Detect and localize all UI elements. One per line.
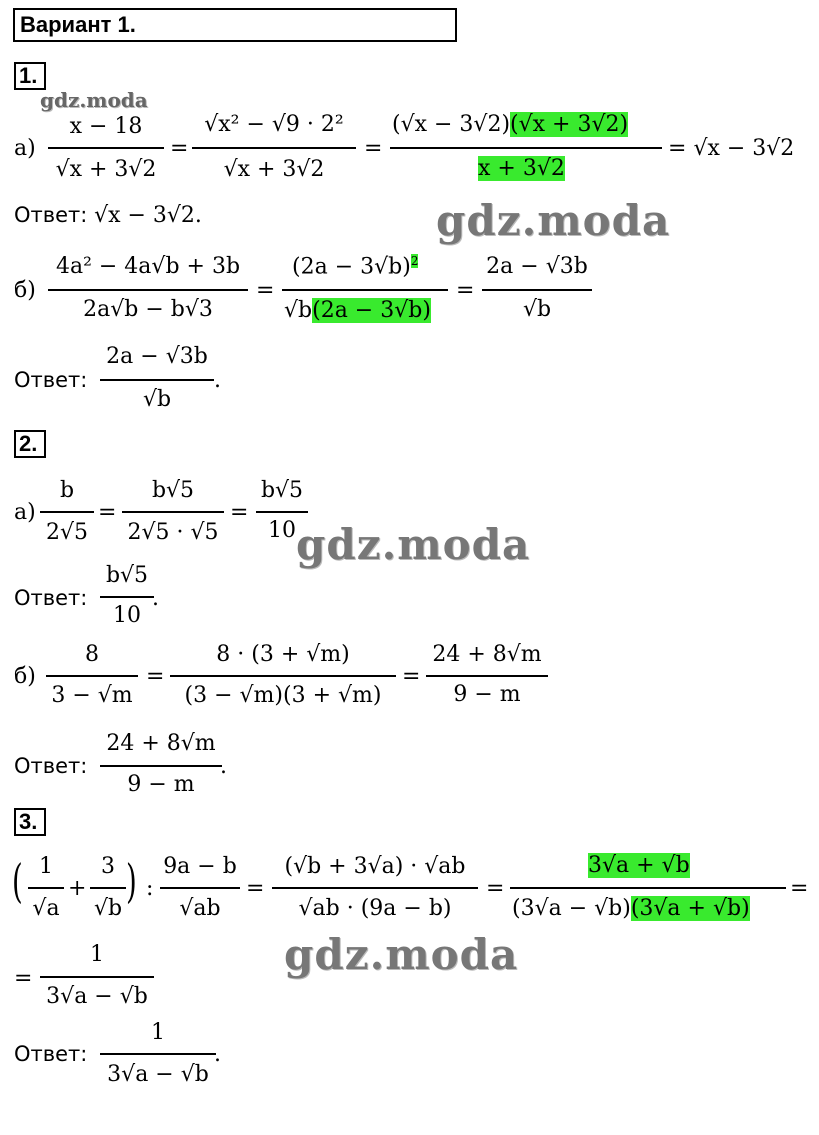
t3-p1-bar bbox=[28, 887, 64, 889]
variant-title: Вариант 1. bbox=[20, 12, 136, 37]
t2a-f3-num: b√5 bbox=[260, 478, 304, 503]
equals-sign: = bbox=[146, 664, 165, 689]
t3-r-den: 3√a − √b bbox=[46, 984, 148, 1009]
watermark: gdz.moda bbox=[436, 196, 671, 245]
t1a-f3-num bbox=[392, 112, 628, 137]
t2b-f2-bar bbox=[170, 675, 396, 677]
t2b-f1-bar bbox=[46, 675, 138, 677]
t1a-answer-value: √x − 3√2. bbox=[94, 203, 202, 228]
t3-f3-num bbox=[588, 853, 690, 878]
period: . bbox=[214, 368, 221, 393]
answer-label: Ответ: bbox=[14, 203, 88, 227]
watermark: gdz.moda bbox=[296, 520, 531, 569]
equals-sign: = bbox=[256, 278, 275, 303]
t1b-answer-label: Ответ: bbox=[14, 368, 88, 392]
t3-f2-den: √ab · (9a − b) bbox=[298, 896, 452, 921]
t3-p2-num: 3 bbox=[101, 854, 115, 879]
task-2-number: 2. bbox=[14, 430, 46, 458]
task-2a-label: а) bbox=[14, 500, 36, 525]
watermark-small: gdz.moda bbox=[40, 88, 148, 112]
t1a-f3-den bbox=[478, 156, 565, 181]
t3-answer-label: Ответ: bbox=[14, 1042, 88, 1066]
t2a-f2-bar bbox=[122, 511, 224, 513]
t1b-f2-num-base: (2a − 3√b) bbox=[292, 254, 411, 280]
t1b-f3-bar bbox=[482, 289, 592, 291]
t2a-answer-den: 10 bbox=[113, 603, 141, 628]
t1b-f2-den-highlight: (2a − 3√b) bbox=[312, 298, 431, 323]
t3-f3-den-highlight: (3√a + √b) bbox=[630, 896, 750, 921]
equals-sign: = bbox=[98, 500, 117, 525]
t2a-answer-bar bbox=[100, 596, 154, 598]
t3-p1-num: 1 bbox=[39, 854, 53, 879]
period: . bbox=[152, 586, 159, 611]
t1a-answer bbox=[14, 203, 202, 228]
t2a-f3-bar bbox=[256, 511, 308, 513]
t2a-f3-den: 10 bbox=[268, 518, 296, 543]
t3-f3-num-highlight: 3√a + √b bbox=[588, 853, 690, 878]
t2a-f2-den: 2√5 · √5 bbox=[127, 520, 219, 545]
t2a-answer-label: Ответ: bbox=[14, 586, 88, 610]
watermark: gdz.moda bbox=[284, 930, 519, 979]
t1a-f1-bar bbox=[48, 147, 164, 149]
t1b-f2-bar bbox=[282, 289, 448, 291]
t3-f2-bar bbox=[272, 887, 478, 889]
t1a-f3-num-highlight: (√x + 3√2) bbox=[510, 112, 629, 137]
t1b-answer-num: 2a − √3b bbox=[106, 344, 208, 369]
t1b-f2-den-plain: √b bbox=[284, 298, 313, 323]
task-1a-label: а) bbox=[14, 136, 36, 161]
equals-sign: = bbox=[170, 136, 189, 161]
t3-r-bar bbox=[40, 976, 154, 978]
t1a-f3-den-highlight: x + 3√2 bbox=[478, 156, 565, 181]
t3-p1-den: √a bbox=[32, 896, 60, 921]
t3-answer-bar bbox=[100, 1053, 216, 1055]
equals-sign: = bbox=[246, 876, 265, 901]
right-paren: ) bbox=[126, 854, 137, 908]
t3-f3-bar bbox=[510, 887, 786, 889]
t1b-f1-den: 2a√b − b√3 bbox=[83, 297, 213, 322]
t1b-f1-bar bbox=[48, 289, 248, 291]
left-paren: ( bbox=[12, 854, 23, 908]
t2a-f1-num: b bbox=[59, 478, 75, 503]
t3-div-num: 9a − b bbox=[163, 854, 237, 879]
t1b-f3-den: √b bbox=[522, 297, 552, 322]
t2a-f1-bar bbox=[40, 511, 94, 513]
t1b-answer-bar bbox=[100, 379, 214, 381]
t2b-f3-num: 24 + 8√m bbox=[432, 642, 542, 667]
equals-sign: = bbox=[402, 664, 421, 689]
t3-answer-den: 3√a − √b bbox=[107, 1062, 209, 1087]
t2a-answer-num: b√5 bbox=[105, 563, 149, 588]
t1a-result: = √x − 3√2 bbox=[668, 136, 795, 161]
task-2b-label: б) bbox=[14, 664, 36, 689]
task-1b-label: б) bbox=[14, 278, 36, 303]
t1b-answer-den: √b bbox=[142, 387, 172, 412]
t1a-result-value: √x − 3√2 bbox=[693, 136, 795, 161]
t2b-f1-den: 3 − √m bbox=[51, 683, 133, 708]
period: . bbox=[220, 754, 227, 779]
t2b-f2-num: 8 · (3 + √m) bbox=[216, 642, 350, 667]
t1b-f2-den bbox=[284, 298, 431, 323]
t2b-f1-num: 8 bbox=[85, 642, 99, 667]
t3-f3-den bbox=[512, 896, 750, 921]
t3-p2-bar bbox=[90, 887, 126, 889]
task-3-number: 3. bbox=[14, 808, 46, 836]
t3-r-num: 1 bbox=[90, 942, 104, 967]
t2b-f2-den: (3 − √m)(3 + √m) bbox=[184, 683, 382, 708]
period: . bbox=[214, 1042, 221, 1067]
t1a-f1-num: x − 18 bbox=[69, 114, 143, 139]
t3-p2-den: √b bbox=[93, 896, 123, 921]
task-1-number: 1. bbox=[14, 62, 46, 90]
t2b-answer-label: Ответ: bbox=[14, 754, 88, 778]
t1a-f3-bar bbox=[390, 147, 662, 149]
t1b-f1-num: 4a² − 4a√b + 3b bbox=[55, 254, 241, 279]
t2a-f2-num: b√5 bbox=[151, 478, 195, 503]
plus-sign: + bbox=[68, 876, 87, 901]
t3-div-den: √ab bbox=[179, 896, 221, 921]
t1a-f3-num-plain: (√x − 3√2) bbox=[392, 112, 511, 137]
t1a-f1-den: √x + 3√2 bbox=[55, 157, 157, 182]
t3-answer-num: 1 bbox=[151, 1020, 165, 1045]
equals-sign: = bbox=[230, 500, 249, 525]
t2b-answer-num: 24 + 8√m bbox=[106, 731, 216, 756]
t2b-f3-den: 9 − m bbox=[453, 682, 521, 707]
t2b-answer-bar bbox=[100, 765, 222, 767]
t1b-f3-num: 2a − √3b bbox=[486, 254, 588, 279]
equals-sign: = bbox=[364, 136, 383, 161]
t2a-f1-den: 2√5 bbox=[45, 520, 88, 545]
equals-sign: = bbox=[456, 278, 475, 303]
colon-sign: : bbox=[146, 876, 154, 901]
t1a-f2-num: √x² − √9 · 2² bbox=[204, 112, 344, 137]
equals-sign: = bbox=[486, 876, 505, 901]
t1b-f2-num bbox=[292, 254, 418, 279]
equals-sign: = bbox=[790, 876, 809, 901]
t2b-f3-bar bbox=[426, 675, 548, 677]
t3-f3-den-plain: (3√a − √b) bbox=[512, 896, 631, 921]
t1a-f2-den: √x + 3√2 bbox=[223, 157, 325, 182]
t2b-answer-den: 9 − m bbox=[127, 772, 195, 797]
t1b-f2-num-exponent: 2 bbox=[410, 254, 419, 268]
t1a-f2-bar bbox=[192, 147, 356, 149]
equals-sign: = bbox=[14, 966, 33, 991]
t3-div-bar bbox=[160, 887, 240, 889]
t3-f2-num: (√b + 3√a) · √ab bbox=[284, 854, 466, 879]
